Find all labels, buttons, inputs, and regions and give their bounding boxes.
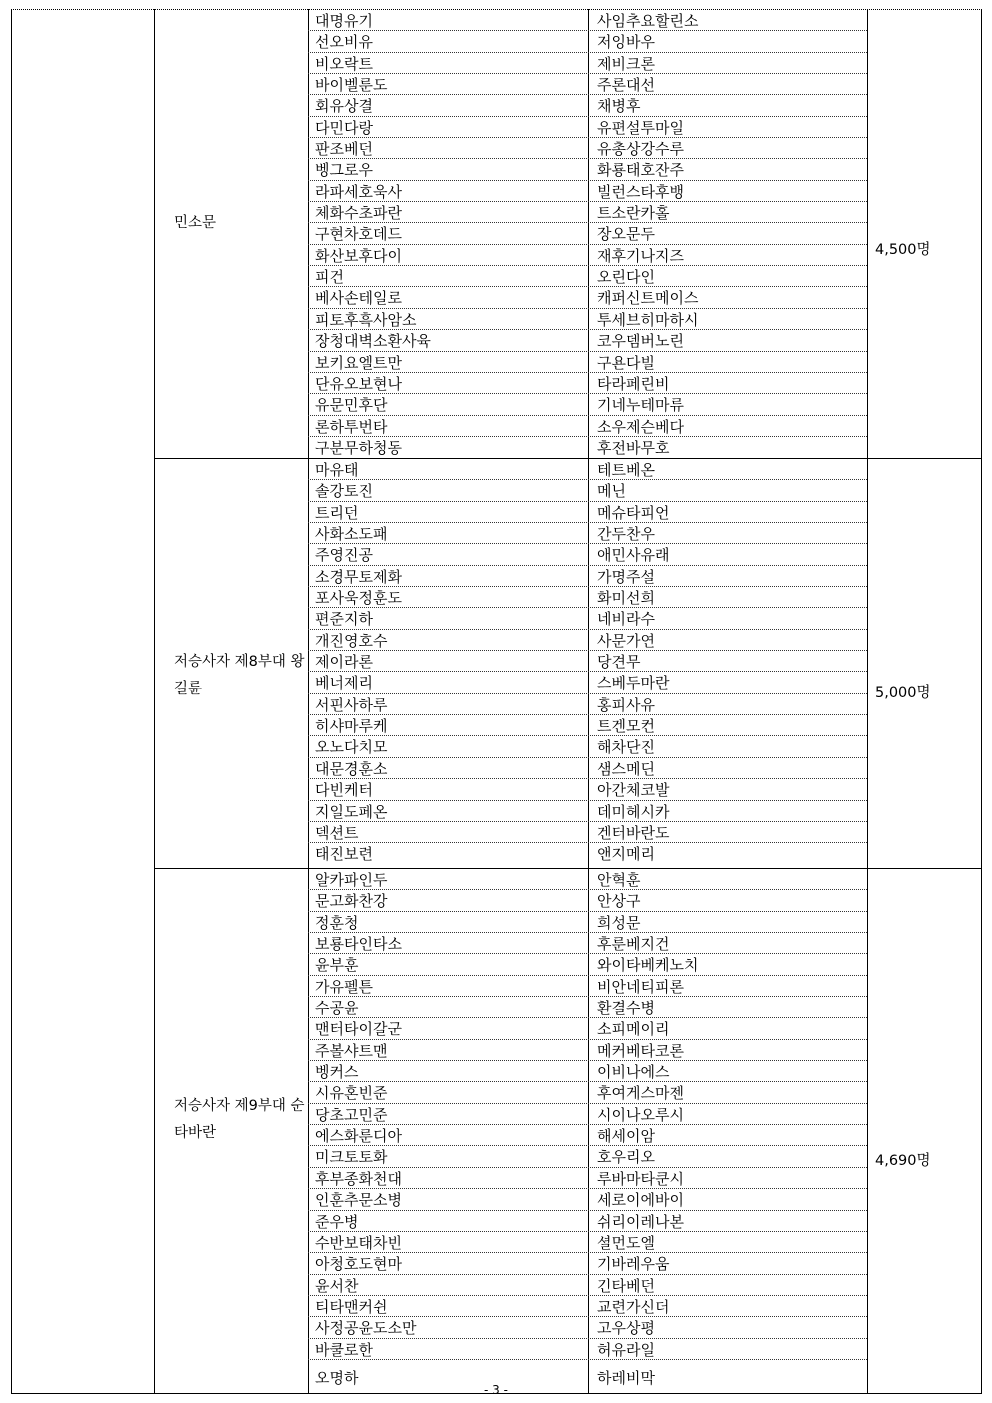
member-name: 제비크론 [597,54,655,73]
member-name: 아청호도현마 [315,1255,402,1274]
table-row [308,933,867,954]
unit-count: 4,500명 [875,242,931,258]
member-name: 보룡타인타소 [315,935,402,954]
member-name: 가명주설 [597,567,655,586]
member-name: 베사손테일로 [315,289,402,308]
member-name: 가유펠튼 [315,977,373,996]
member-list [308,10,867,458]
table-row [308,1168,867,1189]
member-name: 스베두마란 [597,674,670,693]
table-row [308,117,867,138]
member-name: 아간체코발 [597,781,670,800]
member-name: 시유혼빈준 [315,1084,388,1103]
table-row [308,394,867,415]
member-name: 정훈청 [315,913,359,932]
table-row [308,1296,867,1317]
member-name: 서핀사하루 [315,695,388,714]
member-name: 재후기나지즈 [597,246,684,265]
member-name: 트소란카홀 [597,204,670,223]
member-name: 트겐모컨 [597,717,655,736]
member-name: 피토후흑사암소 [315,310,417,329]
member-name: 코우뎀버노린 [597,332,684,351]
member-name: 와이타베케노치 [597,956,699,975]
table-row [308,843,867,864]
member-name: 유문민후단 [315,396,388,415]
table-row [308,309,867,330]
table-row [308,630,867,651]
member-list [308,869,867,1392]
member-name: 수반보태차빈 [315,1233,402,1252]
table-row [308,74,867,95]
member-name: 네비라수 [597,610,655,629]
member-name: 허유라일 [597,1340,655,1359]
member-name: 희성문 [597,913,641,932]
table-row [308,1232,867,1253]
table-row [308,1104,867,1125]
table-row [308,1018,867,1039]
member-name: 인훈추문소병 [315,1191,402,1210]
member-name: 하레비막 [597,1368,655,1387]
table-row [308,954,867,975]
member-name: 사정공윤도소만 [315,1319,417,1338]
table-row [308,95,867,116]
member-name: 홍피사유 [597,695,655,714]
member-name: 회유상결 [315,97,373,116]
member-name: 론하투번타 [315,417,388,436]
member-name: 구현차호데드 [315,225,402,244]
member-name: 기네누테마류 [597,396,684,415]
member-name: 장오문두 [597,225,655,244]
member-name: 환결수병 [597,999,655,1018]
table-row [308,976,867,997]
member-name: 솔강토진 [315,482,373,501]
member-name: 비오락트 [315,54,373,73]
member-name: 사문가연 [597,631,655,650]
table-row [308,869,867,890]
page-number: - 3 - [484,1383,508,1397]
table-row [308,480,867,501]
table-row [308,352,867,373]
member-name: 알카파인두 [315,871,388,889]
table-row [308,159,867,180]
unit-group [11,10,982,458]
member-name: 수공윤 [315,999,359,1018]
member-name: 미크토토화 [315,1148,388,1167]
table-row [308,566,867,587]
member-name: 샘스메딘 [597,759,655,778]
table-row [308,1040,867,1061]
member-name: 셜먼도엘 [597,1233,655,1252]
member-name: 히샤마루케 [315,717,388,736]
member-name: 라파세호욱사 [315,182,402,201]
member-name: 지일도페온 [315,802,388,821]
table-row [308,31,867,52]
member-name: 당초고민준 [315,1105,388,1124]
member-name: 개진영호수 [315,631,388,650]
member-name: 소우제슨베다 [597,417,684,436]
member-name: 데미헤시카 [597,802,670,821]
member-name: 맨터타이갈군 [315,1020,402,1039]
table-row [308,1253,867,1274]
member-name: 애민사유래 [597,546,670,565]
member-name: 오명하 [315,1368,359,1387]
member-name: 태진보련 [315,845,373,864]
member-name: 세로이에바이 [597,1191,684,1210]
table-row [308,287,867,308]
unit-count: 4,690명 [875,1153,931,1169]
member-name: 주볼샤트맨 [315,1041,388,1060]
member-name: 저잉바우 [597,33,655,52]
table-row [308,373,867,394]
table-row [308,1189,867,1210]
member-name: 빌런스타후뱅 [597,182,684,201]
table-row [308,1211,867,1232]
table-row [308,330,867,351]
unit-group [11,459,982,868]
member-name: 후룬베지건 [597,935,670,954]
member-name: 체화수초파란 [315,204,402,223]
member-name: 앤지메리 [597,845,655,864]
member-name: 당견무 [597,653,641,672]
member-name: 채병후 [597,97,641,116]
table-row [308,779,867,800]
table-row [308,1146,867,1167]
table-row [308,437,867,458]
member-name: 유편설투마일 [597,118,684,137]
member-name: 해세이암 [597,1127,655,1146]
table-row [308,890,867,911]
unit-label: 민소문 [174,215,217,231]
member-name: 사화소도패 [315,525,388,544]
member-name: 캐퍼신트메이스 [597,289,699,308]
roster-table [11,0,982,1394]
member-name: 윤서찬 [315,1276,359,1295]
table-row [308,459,867,480]
table-row [308,736,867,757]
unit-count: 5,000명 [875,685,931,701]
table-row [308,53,867,74]
member-name: 시이나오루시 [597,1105,684,1124]
table-row [308,1339,867,1360]
member-name: 긴타베던 [597,1276,655,1295]
table-row [308,801,867,822]
member-name: 윤부훈 [315,956,359,975]
member-name: 제이라론 [315,653,373,672]
member-name: 오린다인 [597,268,655,287]
member-name: 준우병 [315,1212,359,1231]
member-name: 장청대벽소환사육 [315,332,431,351]
table-row [308,181,867,202]
member-name: 소피메이리 [597,1020,670,1039]
member-name: 후전바무호 [597,438,670,457]
member-name: 기바레우움 [597,1255,670,1274]
table-row [308,587,867,608]
table-row [308,651,867,672]
table-row [308,202,867,223]
member-name: 후여게스마젠 [597,1084,684,1103]
member-name: 다민다랑 [315,118,373,137]
member-name: 소경무토제화 [315,567,402,586]
table-row [308,502,867,523]
member-name: 단유오보현나 [315,374,402,393]
member-name: 비안네티피론 [597,977,684,996]
member-name: 문고화찬강 [315,892,388,911]
table-row [308,416,867,437]
table-row [308,694,867,715]
table-row [308,10,867,31]
member-name: 벵그로우 [315,161,373,180]
table-row [308,245,867,266]
member-name: 바이벨룬도 [315,76,388,95]
member-name: 화미선희 [597,589,655,608]
member-name: 대문경훈소 [315,759,388,778]
member-name: 구분무하청동 [315,438,402,457]
member-name: 트리던 [315,503,359,522]
member-name: 구욘다빌 [597,353,655,372]
table-row [308,715,867,736]
table-row [308,997,867,1018]
table-row [308,758,867,779]
member-name: 선오비유 [315,33,373,52]
member-name: 오노다치모 [315,738,388,757]
table-row [308,1275,867,1296]
member-name: 안혁훈 [597,871,641,889]
member-name: 포사욱정훈도 [315,589,402,608]
member-name: 메닌 [597,482,626,501]
unit-label: 저승사자 제8부대 왕길륜 [174,654,305,697]
table-row [308,1317,867,1338]
member-name: 벵커스 [315,1063,359,1082]
member-name: 호우리오 [597,1148,655,1167]
member-name: 메커베타코론 [597,1041,684,1060]
member-name: 주론대선 [597,76,655,95]
member-name: 테트베온 [597,461,655,479]
table-row [308,266,867,287]
member-name: 투세브히마하시 [597,310,699,329]
member-name: 겐터바란도 [597,823,670,842]
member-name: 메슈타피언 [597,503,670,522]
member-name: 고우상평 [597,1319,655,1338]
table-row [308,1082,867,1103]
member-name: 베너제리 [315,674,373,693]
member-name: 피건 [315,268,344,287]
table-row [308,223,867,244]
member-name: 후부종화천대 [315,1169,402,1188]
member-name: 안상구 [597,892,641,911]
member-name: 루바마타쿤시 [597,1169,684,1188]
member-name: 편준지하 [315,610,373,629]
member-name: 이비나에스 [597,1063,670,1082]
table-row [308,822,867,843]
member-name: 해차단진 [597,738,655,757]
table-row [308,672,867,693]
table-row [308,523,867,544]
member-name: 티타맨커쉰 [315,1297,388,1316]
member-name: 다빈케터 [315,781,373,800]
member-name: 대명유기 [315,12,373,30]
member-name: 간두찬우 [597,525,655,544]
member-name: 화산보후다이 [315,246,402,265]
table-row [308,544,867,565]
member-name: 에스화룬디아 [315,1127,402,1146]
table-row [308,608,867,629]
table-row [308,1125,867,1146]
member-name: 교련가신더 [597,1297,670,1316]
unit-group [11,869,982,1393]
unit-label: 저승사자 제9부대 순타바란 [174,1098,305,1141]
table-row [308,1061,867,1082]
member-name: 마유태 [315,461,359,479]
member-name: 타라페린비 [597,374,670,393]
member-list [308,459,867,865]
table-row [308,138,867,159]
member-name: 유총상강수루 [597,140,684,159]
member-name: 쉬리이레나본 [597,1212,684,1231]
member-name: 사임추요할린소 [597,12,699,30]
member-name: 덱션트 [315,823,359,842]
member-name: 판조베던 [315,140,373,159]
member-name: 주영진공 [315,546,373,565]
table-row [308,912,867,933]
member-name: 바쿨로한 [315,1340,373,1359]
member-name: 보키요엘트만 [315,353,402,372]
member-name: 화룡태호잔주 [597,161,684,180]
